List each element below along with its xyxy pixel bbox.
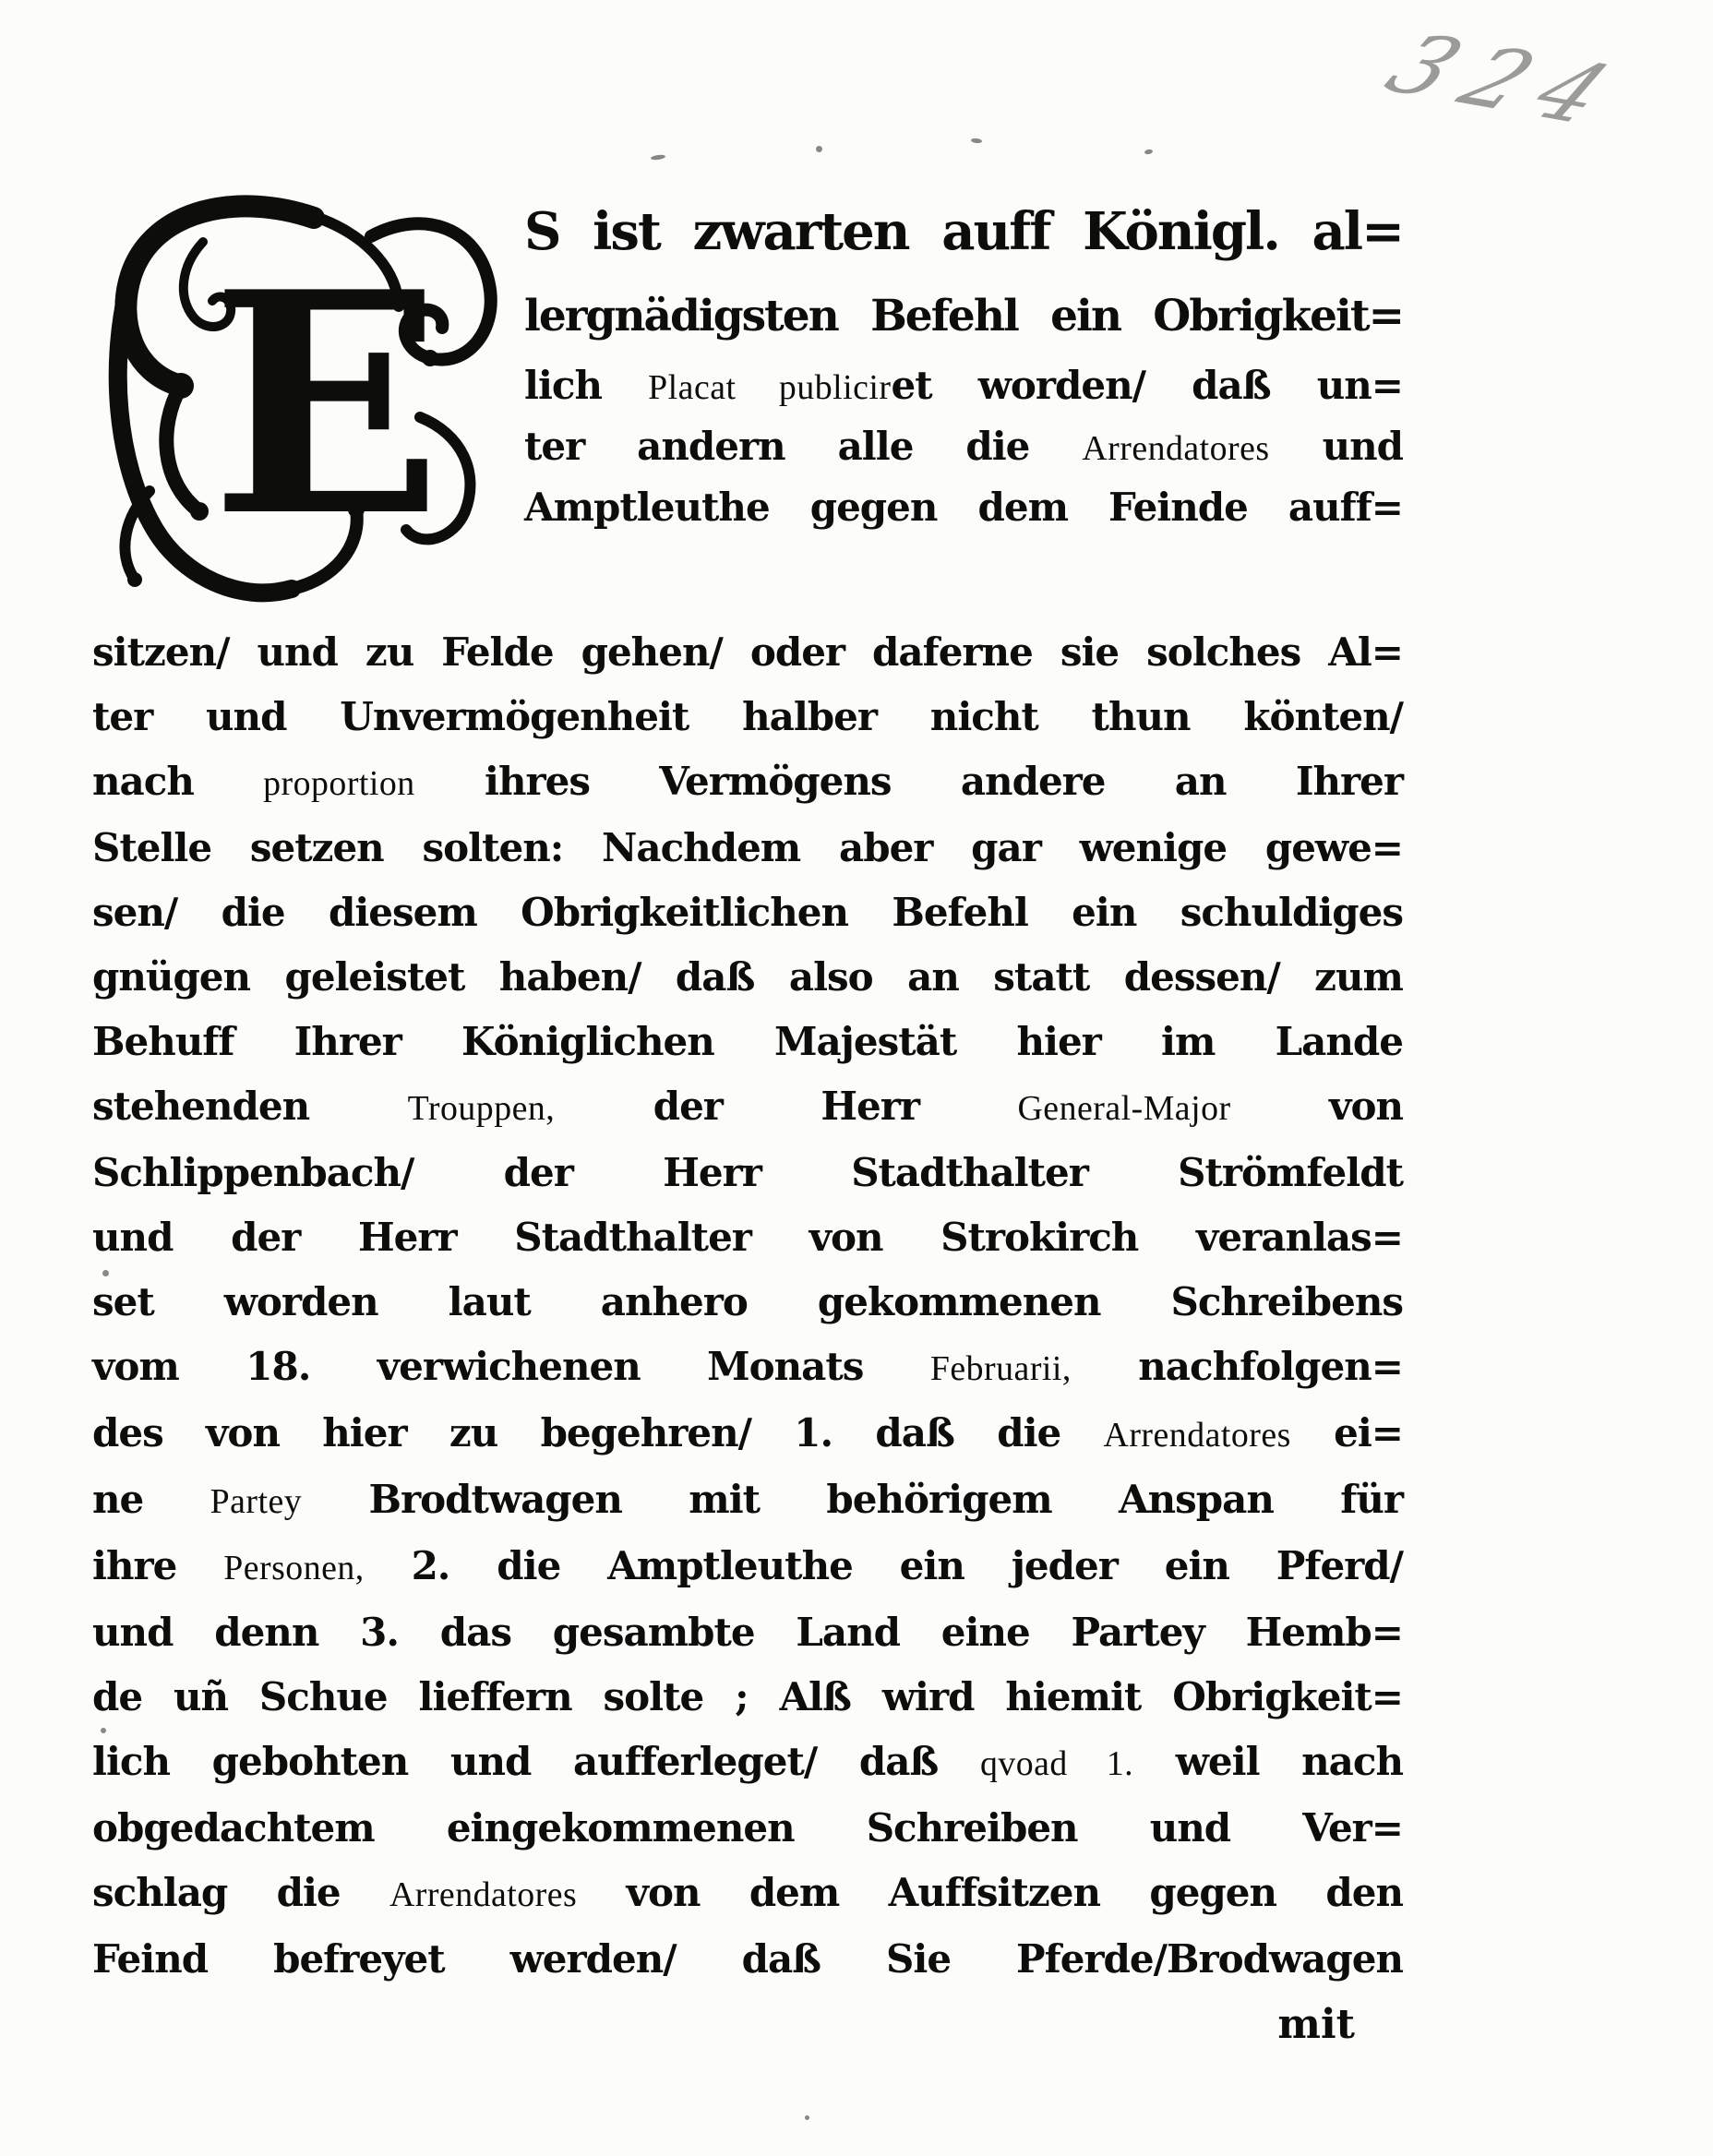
- drop-cap-ornament: [92, 186, 524, 620]
- text-segment-antiqua: General-Major: [1017, 1089, 1231, 1128]
- text-segment-fraktur: ihres Vermögens andere an Ihrer: [414, 759, 1403, 804]
- text-segment-fraktur: und denn 3. das gesambte Land eine Partey Hemb=: [92, 1610, 1403, 1655]
- text-segment-fraktur: lich gebohten und aufferleget/ daß: [92, 1739, 980, 1784]
- text-segment-antiqua: Arrendatores: [1082, 429, 1270, 468]
- text-segment-fraktur: ter andern alle die: [524, 424, 1083, 469]
- text-line: [92, 1796, 1403, 1861]
- text-segment-antiqua: Trouppen,: [407, 1089, 556, 1128]
- text-segment-antiqua: Partey: [210, 1482, 303, 1521]
- text-line: [92, 1665, 1403, 1730]
- text-line: [92, 1927, 1403, 1992]
- text-block: [92, 129, 1403, 2058]
- text-segment-fraktur: gnügen geleistet haben/ daß also an statt dessen/ zum: [92, 954, 1403, 1000]
- text-line: [92, 685, 1403, 749]
- text-segment-fraktur: ne: [92, 1477, 210, 1522]
- text-segment-fraktur: et worden/ daß un=: [891, 363, 1403, 408]
- text-line: [92, 1335, 1403, 1401]
- text-segment-antiqua: Placat publicir: [648, 368, 892, 407]
- text-segment-fraktur: obgedachtem eingekommenen Schreiben und Ver=: [92, 1805, 1403, 1851]
- text-segment-antiqua: Arrendatores: [389, 1875, 578, 1914]
- text-segment-fraktur: sen/ die diesem Obrigkeitlichen Befehl ein schuldiges: [92, 890, 1403, 935]
- text-line: [92, 620, 1403, 685]
- text-segment-fraktur: sitzen/ und zu Felde gehen/ oder daferne sie solches Al=: [92, 629, 1403, 675]
- text-segment-fraktur: ter und Unvermögenheit halber nicht thun könten/: [92, 694, 1403, 739]
- text-line: [92, 1010, 1403, 1074]
- text-line: [92, 1401, 1403, 1467]
- text-line: [92, 1600, 1403, 1665]
- text-line: [92, 1861, 1403, 1927]
- text-segment-fraktur: Stelle setzen solten: Nachdem aber gar wenige gewe=: [92, 825, 1403, 870]
- text-segment-fraktur: Amptleuthe gegen dem Feinde auff=: [524, 485, 1403, 530]
- text-segment-fraktur: von dem Auffsitzen gegen den: [577, 1870, 1403, 1915]
- text-segment-fraktur: und der Herr Stadthalter von Strokirch veranlas=: [92, 1215, 1403, 1260]
- text-segment-fraktur: lergnädigsten Befehl ein Obrigkeit=: [524, 291, 1403, 341]
- text-segment-fraktur: de uñ Schue lieffern solte ; Alß wird hiemit Obrigkeit=: [92, 1674, 1403, 1719]
- text-segment-fraktur: Behuff Ihrer Königlichen Majestät hier im Lande: [92, 1019, 1403, 1064]
- text-segment-antiqua: proportion: [263, 764, 415, 803]
- text-segment-fraktur: Schlippenbach/ der Herr Stadthalter Strömfeldt: [92, 1150, 1403, 1195]
- text-line: [92, 945, 1403, 1010]
- text-segment-antiqua: Arrendatores: [1103, 1416, 1291, 1455]
- text-line: [92, 1534, 1403, 1600]
- text-line: [92, 816, 1403, 880]
- text-segment-fraktur: ei=: [1290, 1410, 1403, 1455]
- text-segment-fraktur: von: [1230, 1084, 1403, 1129]
- catchword: mit: [1277, 2001, 1355, 2048]
- intro-lines: [92, 186, 1404, 583]
- text-segment-fraktur: S ist zwarten auff Königl. al=: [524, 201, 1403, 262]
- text-line: [92, 1205, 1403, 1270]
- text-segment-antiqua: Personen,: [223, 1549, 365, 1587]
- text-segment-fraktur: des von hier zu begehren/ 1. daß die: [92, 1410, 1104, 1455]
- text-segment-fraktur: nachfolgen=: [1071, 1344, 1403, 1389]
- scan-speckle: [805, 2115, 809, 2120]
- text-segment-fraktur: lich: [524, 363, 649, 408]
- text-line: [92, 749, 1403, 816]
- handwritten-page-number: 324: [1369, 17, 1646, 146]
- text-segment-fraktur: 2. die Amptleuthe ein jeder ein Pferd/: [364, 1543, 1403, 1588]
- text-segment-fraktur: vom 18. verwichenen Monats: [92, 1344, 930, 1389]
- text-segment-fraktur: und: [1269, 424, 1404, 469]
- text-line: [92, 880, 1403, 945]
- text-segment-fraktur: stehenden: [92, 1084, 408, 1129]
- text-segment-antiqua: qvoad 1.: [979, 1744, 1134, 1783]
- text-segment-fraktur: Brodtwagen mit behörigem Anspan für: [302, 1477, 1403, 1522]
- text-line: [92, 1141, 1403, 1205]
- text-segment-fraktur: der Herr: [555, 1084, 1018, 1129]
- text-segment-fraktur: nach: [92, 759, 264, 804]
- text-segment-fraktur: set worden laut anhero gekommenen Schreibens: [92, 1279, 1403, 1324]
- text-segment-fraktur: schlag die: [92, 1870, 389, 1915]
- text-segment-fraktur: weil nach: [1133, 1739, 1404, 1784]
- ornate-initial-woodcut: [92, 186, 524, 620]
- text-segment-fraktur: Feind befreyet werden/ daß Sie Pferde/Brodwagen: [92, 1936, 1403, 1982]
- text-line: [92, 1730, 1403, 1796]
- text-segment-antiqua: Februarii,: [929, 1349, 1072, 1388]
- text-line: [92, 1270, 1403, 1335]
- text-line: [92, 1467, 1403, 1534]
- body-lines: [92, 620, 1403, 1992]
- text-line: [92, 1074, 1403, 1141]
- text-segment-fraktur: ihre: [92, 1543, 224, 1588]
- drop-cap-letter: E: [210, 225, 443, 583]
